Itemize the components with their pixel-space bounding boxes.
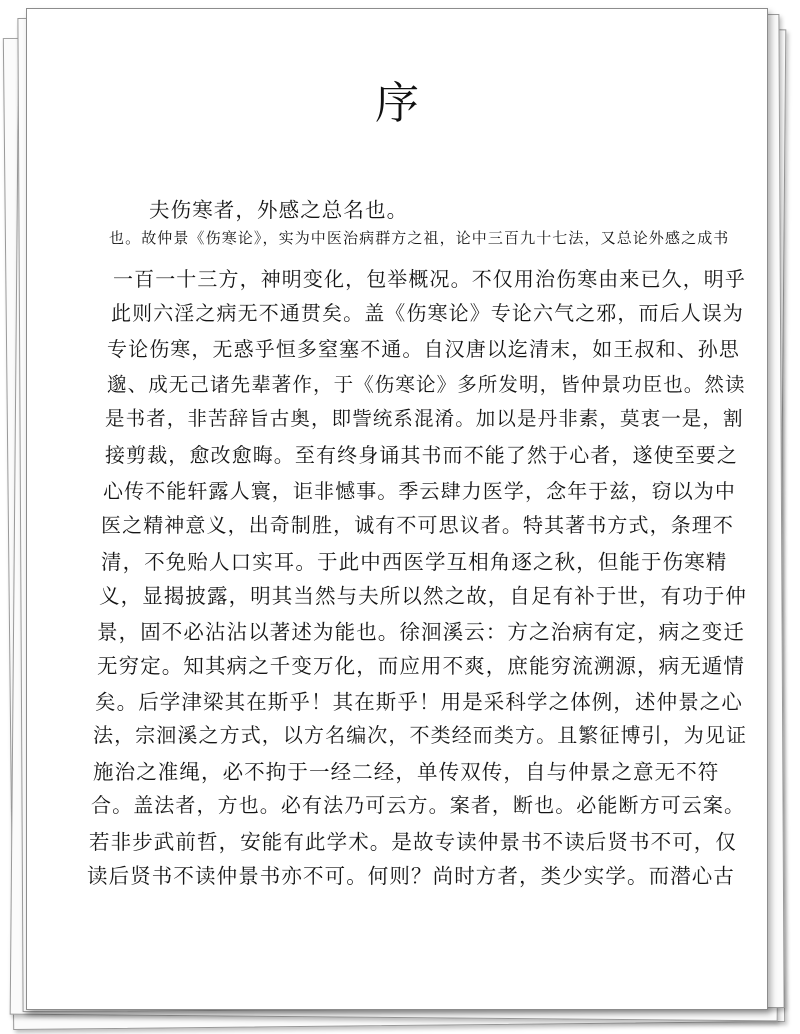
text-line: 施治之准绳，必不拘于一经二经，单传双传，自与仲景之意无不符 — [93, 760, 720, 784]
text-line: 无穷定。知其病之千变万化，而应用不爽，庶能穷流溯源，病无遁情 — [97, 654, 745, 678]
page-title: 序 — [375, 78, 419, 129]
text-line: 邈、成无己诸先辈著作，于《伤寒论》多所发明，皆仲景功臣也。然读 — [107, 373, 746, 396]
text-line: 合。盖法者，方也。必有法乃可云方。案者，断也。必能断方可云案。 — [91, 793, 746, 817]
text-line: 义，显揭披露，明其当然与夫所以然之故，自足有补于世，有功于仲 — [99, 584, 747, 608]
text-line: 心传不能轩露人寰，讵非憾事。季云肆力医学，念年于兹，窃以为中 — [103, 479, 736, 503]
text-line: 夫伤寒者，外感之总名也。 — [149, 198, 409, 222]
text-line: 清，不免贻人口实耳。于此中西医学互相角逐之秋，但能于伤寒精 — [101, 550, 728, 574]
text-line: 景，固不必沾沾以著述为能也。徐洄溪云：方之治病有定，病之变迁 — [97, 620, 745, 644]
text-line: 若非步武前哲，安能有此学术。是故专读仲景书不读后贤书不可，仅 — [89, 830, 737, 854]
preface-page — [26, 8, 768, 1010]
text-line: 接剪裁，愈改愈晦。至有终身诵其书而不能了然于心者，遂使至要之 — [105, 443, 738, 467]
text-line: 也。故仲景《伤寒论》，实为中医治病群方之祖，论中三百九十七法，又总论外感之成书 — [109, 229, 730, 247]
text-line: 此则六淫之病无不通贯矣。盖《伤寒论》专论六气之邪，而后人误为 — [111, 301, 744, 325]
text-line: 是书者，非苦辞旨古奥，即訾统系混淆。加以是丹非素，莫衷一是，割 — [105, 407, 744, 430]
text-line: 法，宗洄溪之方式，以方名编次，不类经而类方。且繁征博引，为见证 — [93, 723, 748, 747]
text-line: 医之精神意义，出奇制胜，诚有不可思议者。特其著书方式，条理不 — [101, 513, 734, 537]
text-line: 矣。后学津梁其在斯乎！其在斯乎！用是采科学之体例，述仲景之心 — [95, 690, 743, 714]
text-line: 专论伤寒，无惑乎恒多窒塞不通。自汉唐以迄清末，如王叔和、孙思 — [107, 337, 740, 361]
text-line: 一百一十三方，神明变化，包举概况。不仅用治伤寒由来已久，明乎 — [113, 267, 746, 291]
text-line: 读后贤书不读仲景书亦不可。何则？尚时方者，类少实学。而潜心古 — [87, 864, 735, 888]
